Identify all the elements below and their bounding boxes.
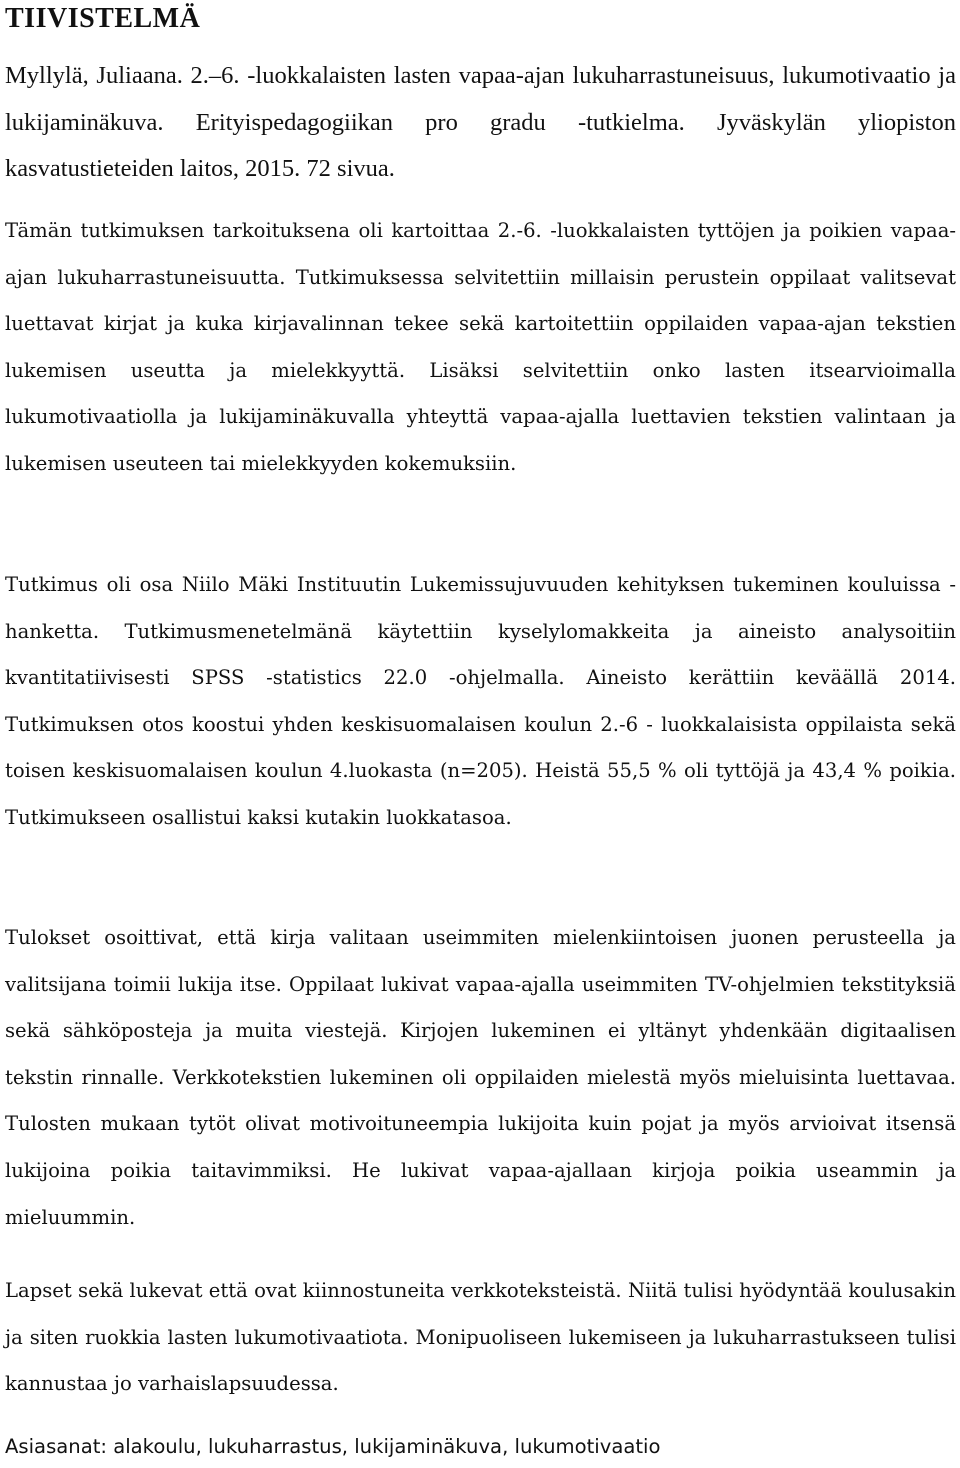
abstract-title: TIIVISTELMÄ	[5, 3, 201, 34]
body-paragraph-results: Tulokset osoittivat, että kirja valitaan useimmiten mielenkiintoisen juonen perusteella ja valitsijana toimii lukija itse. Oppilaat lukivat vapaa-ajalla useimmiten TV-ohjelmien tekstityksiä sekä sähköposteja ja muita viestejä. Kirjojen lukeminen ei yltänyt yhdenkään digitaalisen tekstin rinnalle. Verkkotekstien lukeminen oli oppilaiden mielestä myös mieluisinta luettavaa. Tulosten mukaan tytöt olivat motivoituneempia lukijoita kuin pojat ja myös arvioivat itsensä lukijoina poikia taitavimmiksi. He lukivat vapaa-ajallaan kirjoja poikia useammin ja mieluummin.	[5, 926, 956, 1229]
body-paragraph-method: Tutkimus oli osa Niilo Mäki Instituutin Lukemissujuvuuden kehityksen tukeminen kouluissa -hanketta. Tutkimusmenetelmänä käytettiin kyselylomakkeita ja aineisto analysoitiin kvantitatiivisesti SPSS -statistics 22.0 -ohjelmalla. Aineisto kerättiin keväällä 2014. Tutkimuksen otos koostui yhden keskisuomalaisen koulun 2.-6 - luokkalaisista oppilaista sekä toisen keskisuomalaisen koulun 4.luokasta (n=205). Heistä 55,5 % oli tyttöjä ja 43,4 % poikia. Tutkimukseen osallistui kaksi kutakin luokkatasoa.	[5, 573, 956, 829]
citation-paragraph: Myllylä, Juliaana. 2.–6. -luokkalaisten lasten vapaa-ajan lukuharrastuneisuus, lukumotivaatio ja lukijaminäkuva. Erityispedagogiikan pro gradu -tutkielma. Jyväskylän yliopiston kasvatustieteiden laitos, 2015. 72 sivua.	[5, 62, 956, 182]
body-paragraph-conclusion: Lapset sekä lukevat että ovat kiinnostuneita verkkoteksteistä. Niitä tulisi hyödyntää koulusakin ja siten ruokkia lasten lukumotivaatiota. Monipuoliseen lukemiseen ja lukuharrastukseen tulisi kannustaa jo varhaislapsuudessa.	[5, 1279, 956, 1396]
keywords-line: Asiasanat: alakoulu, lukuharrastus, lukijaminäkuva, lukumotivaatio	[5, 1435, 661, 1458]
body-paragraph-purpose: Tämän tutkimuksen tarkoituksena oli kartoittaa 2.-6. -luokkalaisten tyttöjen ja poikien vapaa-ajan lukuharrastuneisuutta. Tutkimuksessa selvitettiin millaisin perustein oppilaat valitsevat luettavat kirjat ja kuka kirjavalinnan tekee sekä kartoitettiin oppilaiden vapaa-ajan tekstien lukemisen useutta ja mielekkyyttä. Lisäksi selvitettiin onko lasten itsearvioimalla lukumotivaatiolla ja lukijaminäkuvalla yhteyttä vapaa-ajalla luettavien tekstien valintaan ja lukemisen useuteen tai mielekkyyden kokemuksiin.	[5, 219, 956, 475]
